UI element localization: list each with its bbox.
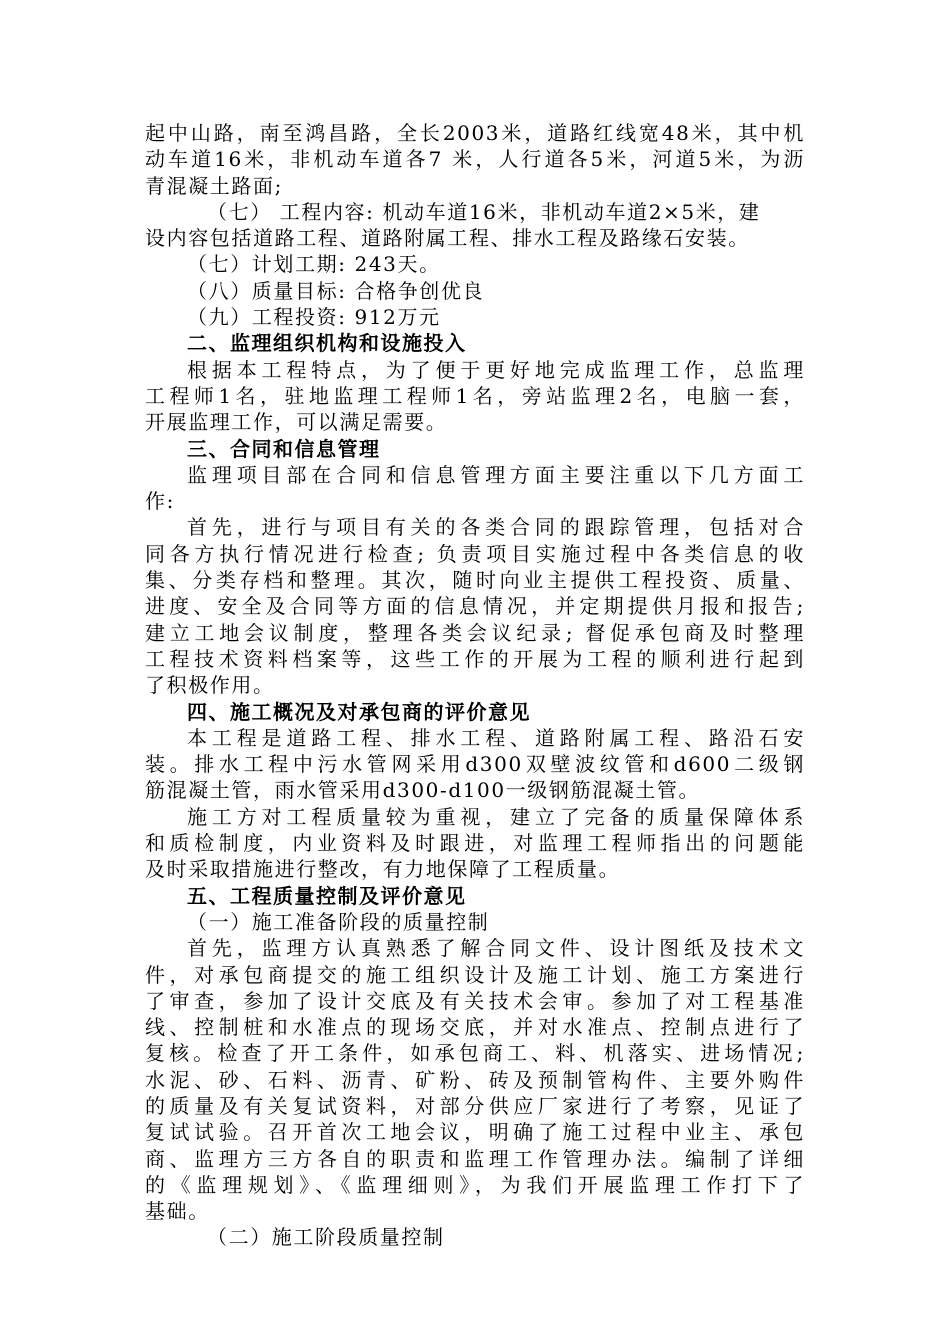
text-line: 施工方对工程质量较为重视，建立了完备的质量保障体系 [187,804,805,829]
text-line: 及时采取措施进行整改，有力地保障了工程质量。 [145,857,621,882]
text-line: 线、控制桩和水准点的现场交底，并对水准点、控制点进行了 [145,1015,805,1040]
text-line: 作: [145,489,175,514]
text-line: 复核。检查了开工条件，如承包商工、料、机落实、进场情况; [145,1041,805,1066]
text-line: 的《监理规划》、《监理细则》，为我们开展监理工作打下了 [145,1172,805,1197]
text-line: 基础。 [145,1199,210,1224]
text-line: 进度、安全及合同等方面的信息情况，并定期提供月报和报告; [145,594,805,619]
text-line: （一）施工准备阶段的质量控制 [187,909,490,934]
text-line: 本工程是道路工程、排水工程、道路附属工程、路沿石安 [187,725,805,750]
section-heading: 三、合同和信息管理 [187,436,381,461]
text-line: 水泥、砂、石料、沥青、矿粉、砖及预制管构件、主要外购件 [145,1067,805,1092]
text-line: 和质检制度，内业资料及时跟进，对监理工程师指出的问题能 [145,831,805,856]
text-line: 集、分类存档和整理。其次，随时向业主提供工程投资、质量、 [145,568,805,593]
text-line: 开展监理工作，可以满足需要。 [145,410,448,435]
text-line: （七）计划工期: 243天。 [187,252,441,277]
text-line: 建立工地会议制度，整理各类会议纪录; 督促承包商及时整理 [145,620,805,645]
text-line: 筋混凝土管，雨水管采用d300-d100一级钢筋混凝土管。 [145,778,701,803]
text-line: 起中山路，南至鸿昌路，全长2003米，道路红线宽48米，其中机 [145,121,805,145]
text-line: 动车道16米，非机动车道各7 米，人行道各5米，河道5米，为沥 [145,147,805,172]
text-line: 工程技术资料档案等，这些工作的开展为工程的顺利进行起到 [145,646,805,671]
text-line: 的质量及有关复试资料，对部分供应厂家进行了考察，见证了 [145,1093,805,1118]
section-heading: 四、施工概况及对承包商的评价意见 [187,699,531,724]
text-line: 了积极作用。 [145,673,275,698]
text-line: （八）质量目标: 合格争创优良 [187,278,485,303]
text-line: 首先，监理方认真熟悉了解合同文件、设计图纸及技术文 [187,936,805,961]
text-line: 商、监理方三方各自的职责和监理工作管理办法。编制了详细 [145,1146,805,1171]
section-heading: 五、工程质量控制及评价意见 [187,883,467,908]
text-line: 根据本工程特点，为了便于更好地完成监理工作，总监理 [187,357,805,382]
text-line: 同各方执行情况进行检查; 负责项目实施过程中各类信息的收 [145,541,805,566]
text-line: 了审查，参加了设计交底及有关技术会审。参加了对工程基准 [145,988,805,1013]
text-line: 装。排水工程中污水管网采用d300双壁波纹管和d600二级钢 [145,752,805,777]
text-line: 设内容包括道路工程、道路附属工程、排水工程及路缘石安装。 [145,226,750,251]
text-line: （七） 工程内容: 机动车道16米，非机动车道2×5米，建 [207,199,761,224]
document-page [145,120,815,1251]
text-line: 青混凝土路面; [145,173,283,198]
text-line: （二）施工阶段质量控制 [207,1225,445,1250]
text-line: 监理项目部在合同和信息管理方面主要注重以下几方面工 [187,462,805,487]
text-line: 复试试验。召开首次工地会议，明确了施工过程中业主、承包 [145,1120,805,1145]
text-line: 工程师1名，驻地监理工程师1名，旁站监理2名，电脑一套， [145,383,805,408]
section-heading: 二、监理组织机构和设施投入 [187,331,467,356]
text-line: 件，对承包商提交的施工组织设计及施工计划、施工方案进行 [145,962,805,987]
text-line: （九）工程投资: 912万元 [187,305,441,330]
text-line: 首先，进行与项目有关的各类合同的跟踪管理，包括对合 [187,515,805,540]
